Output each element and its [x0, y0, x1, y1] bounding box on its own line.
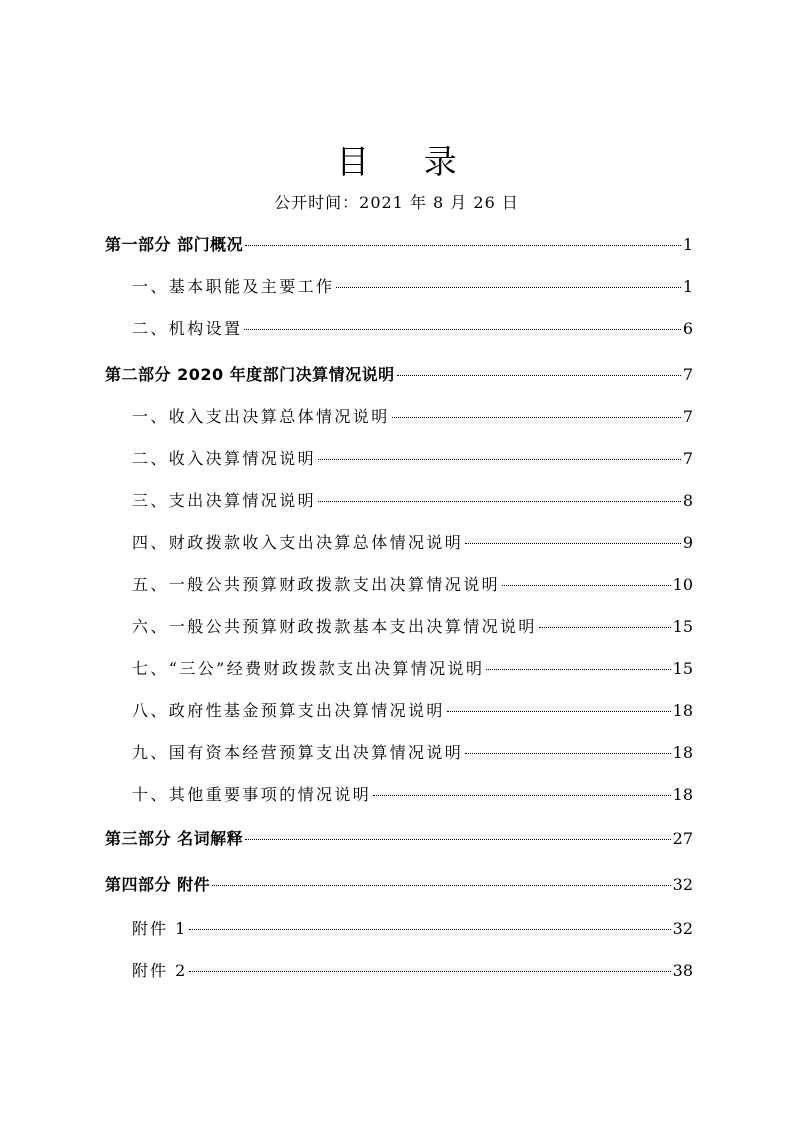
toc-entry[interactable] [132, 615, 693, 639]
toc-entry-page-number: 32 [672, 919, 693, 938]
dot-leader [392, 417, 681, 418]
toc-entry-label: 四、财政拨款收入支出决算总体情况说明 [132, 533, 464, 552]
toc-entry-label: 第四部分 附件 [105, 875, 211, 894]
toc-entry-label: 八、政府性基金预算支出决算情况说明 [132, 701, 445, 720]
toc-entry-label: 第二部分 2020 年度部门决算情况说明 [105, 365, 395, 384]
toc-entry-page-number: 7 [682, 449, 693, 468]
dot-leader [373, 795, 670, 796]
toc-entry-page-number: 18 [672, 743, 693, 762]
toc-entry[interactable] [132, 531, 693, 555]
toc-entry-page-number: 27 [672, 829, 693, 848]
toc-entry-page-number: 7 [682, 407, 693, 426]
dot-leader [318, 459, 681, 460]
toc-entry[interactable] [105, 233, 693, 257]
toc-entry-page-number: 32 [672, 875, 693, 894]
dot-leader [502, 585, 671, 586]
toc-entry-page-number: 7 [682, 365, 693, 384]
toc-entry-label: 一、基本职能及主要工作 [132, 277, 335, 296]
toc-entry-page-number: 8 [682, 491, 693, 510]
toc-entry-page-number: 18 [672, 785, 693, 804]
toc-entry-page-number: 15 [672, 617, 693, 636]
toc-entry-page-number: 1 [682, 235, 693, 254]
toc-entry[interactable] [105, 363, 693, 387]
dot-leader [189, 929, 670, 930]
toc-entry-label: 二、收入决算情况说明 [132, 449, 317, 468]
toc-entry[interactable] [132, 657, 693, 681]
toc-entry-label: 第三部分 名词解释 [105, 829, 244, 848]
dot-leader [212, 885, 671, 886]
toc-entry[interactable] [132, 275, 693, 299]
toc-entry-label: 十、其他重要事项的情况说明 [132, 785, 372, 804]
toc-entry[interactable] [132, 573, 693, 597]
toc-entry-page-number: 18 [672, 701, 693, 720]
toc-entry[interactable] [132, 699, 693, 723]
dot-leader [189, 971, 670, 972]
dot-leader [465, 543, 681, 544]
toc-entry-page-number: 38 [672, 961, 693, 980]
toc-entry-label: 第一部分 部门概况 [105, 235, 244, 254]
dot-leader [486, 669, 670, 670]
dot-leader [397, 375, 681, 376]
toc-entry-page-number: 6 [682, 319, 693, 338]
publication-date: 公开时间：2021 年 8 月 26 日 [274, 193, 519, 212]
dot-leader [447, 711, 671, 712]
toc-entry-label: 三、支出决算情况说明 [132, 491, 317, 510]
toc-entry[interactable] [132, 489, 693, 513]
toc-entry[interactable] [132, 317, 693, 341]
dot-leader [244, 329, 680, 330]
toc-entry[interactable] [132, 917, 693, 941]
toc-entry-label: 附件 1 [132, 919, 188, 938]
dot-leader [465, 753, 670, 754]
toc-entry-label: 九、国有资本经营预算支出决算情况说明 [132, 743, 464, 762]
dot-leader [245, 839, 671, 840]
toc-entry[interactable] [132, 959, 693, 983]
toc-entry[interactable] [132, 783, 693, 807]
toc-entry-page-number: 1 [682, 277, 693, 296]
dot-leader [318, 501, 681, 502]
toc-entry[interactable] [105, 873, 693, 897]
toc-entry-label: 六、一般公共预算财政拨款基本支出决算情况说明 [132, 617, 537, 636]
toc-entry[interactable] [132, 741, 693, 765]
toc-entry-page-number: 15 [672, 659, 693, 678]
toc-entry[interactable] [132, 447, 693, 471]
toc-entry-label: 附件 2 [132, 961, 188, 980]
toc-entry-label: 二、机构设置 [132, 319, 243, 338]
toc-entry-label: 一、收入支出决算总体情况说明 [132, 407, 390, 426]
page-title: 目 录 [336, 142, 479, 181]
toc-entry-label: 五、一般公共预算财政拨款支出决算情况说明 [132, 575, 501, 594]
dot-leader [245, 245, 681, 246]
dot-leader [539, 627, 671, 628]
toc-entry-page-number: 9 [682, 533, 693, 552]
toc-entry-label: 七、“三公”经费财政拨款支出决算情况说明 [132, 659, 485, 678]
dot-leader [336, 287, 680, 288]
toc-entry[interactable] [105, 827, 693, 851]
toc-entry[interactable] [132, 405, 693, 429]
toc-entry-page-number: 10 [672, 575, 693, 594]
